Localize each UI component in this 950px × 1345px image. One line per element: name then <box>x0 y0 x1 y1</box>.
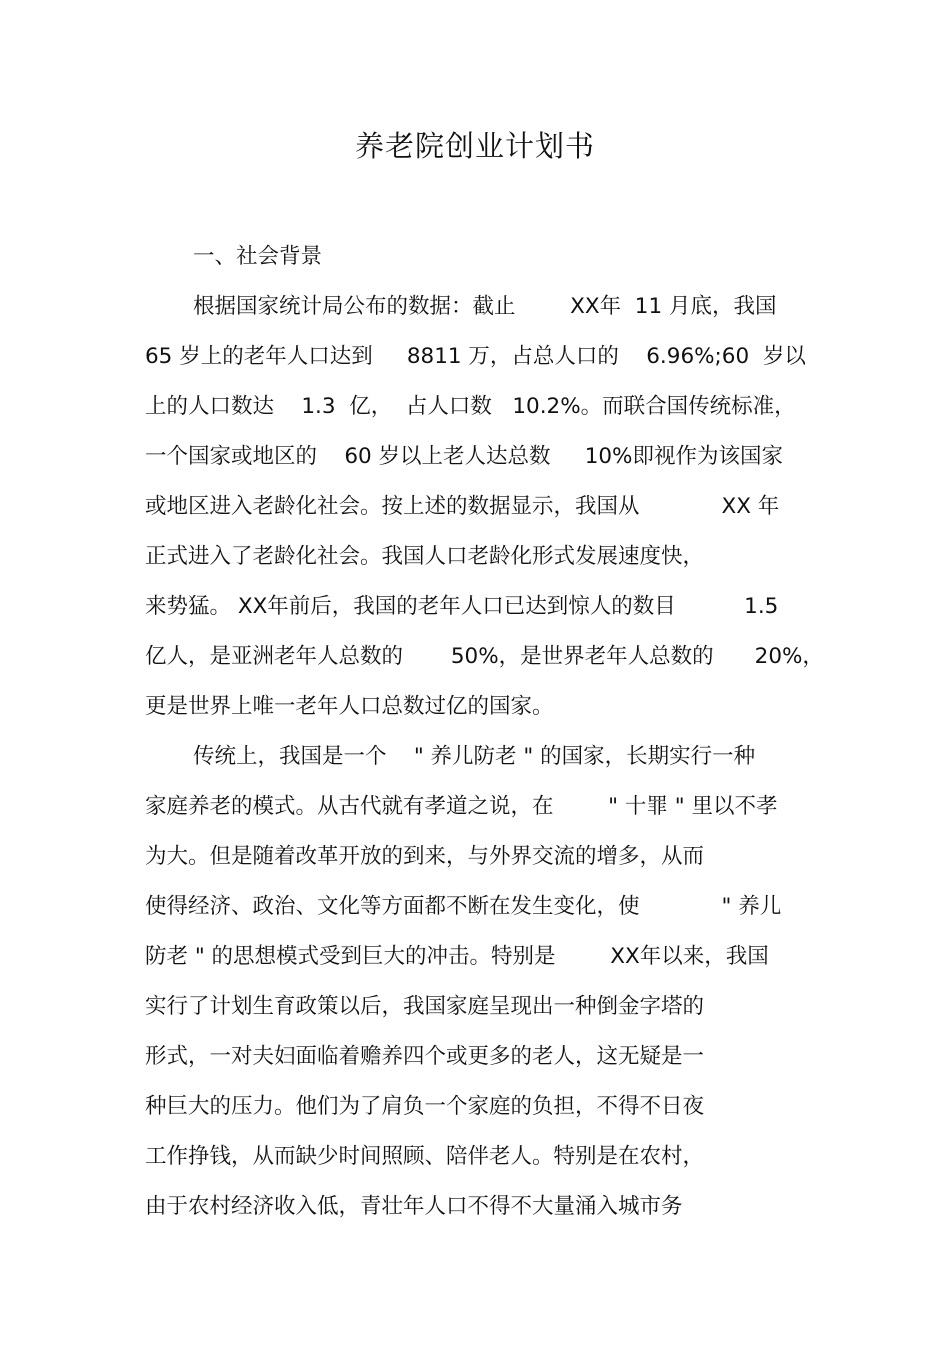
paragraph-line: 使得经济、政治、文化等方面都不断在发生变化，使 " 养儿 <box>145 894 782 919</box>
paragraph-line: 65 岁上的老年人口达到 8811 万，占总人口的 6.96%;60 岁以 <box>145 344 806 369</box>
paragraph-line: 为大。但是随着改革开放的到来，与外界交流的增多，从而 <box>145 844 705 869</box>
paragraph-line: 一个国家或地区的 60 岁以上老人达总数 10%即视作为该国家 <box>145 444 783 469</box>
paragraph-line: 亿人，是亚洲老年人总数的 50%，是世界老年人总数的 20%， <box>145 644 824 669</box>
paragraph-line: 家庭养老的模式。从古代就有孝道之说，在 " 十罪 " 里以不孝 <box>145 794 778 819</box>
paragraph-line: 来势猛。 XX年前后，我国的老年人口已达到惊人的数目 1.5 <box>145 594 779 619</box>
section-heading: 一、社会背景 <box>193 244 323 269</box>
document-title: 养老院创业计划书 <box>354 129 595 163</box>
paragraph-line: 或地区进入老龄化社会。按上述的数据显示，我国从 XX 年 <box>145 494 780 519</box>
paragraph-line: 形式，一对夫妇面临着赡养四个或更多的老人，这无疑是一 <box>145 1044 705 1069</box>
paragraph-line: 正式进入了老龄化社会。我国人口老龄化形式发展速度快， <box>145 544 705 569</box>
paragraph-line: 上的人口数达 1.3 亿， 占人口数 10.2%。而联合国传统标准， <box>145 394 796 419</box>
paragraph-line: 工作挣钱，从而缺少时间照顾、陪伴老人。特别是在农村， <box>145 1144 705 1169</box>
paragraph-line: 更是世界上唯一老年人口总数过亿的国家。 <box>145 694 554 719</box>
paragraph-line: 实行了计划生育政策以后，我国家庭呈现出一种倒金字塔的 <box>145 994 705 1019</box>
paragraph-line: 防老 " 的思想模式受到巨大的冲击。特别是 XX年以来，我国 <box>145 944 769 969</box>
paragraph-line: 根据国家统计局公布的数据：截止 XX年 11 月底，我国 <box>193 294 777 319</box>
paragraph-line: 由于农村经济收入低，青壮年人口不得不大量涌入城市务 <box>145 1194 683 1219</box>
paragraph-line: 传统上，我国是一个 " 养儿防老 " 的国家，长期实行一种 <box>193 744 756 769</box>
paragraph-line: 种巨大的压力。他们为了肩负一个家庭的负担，不得不日夜 <box>145 1094 705 1119</box>
